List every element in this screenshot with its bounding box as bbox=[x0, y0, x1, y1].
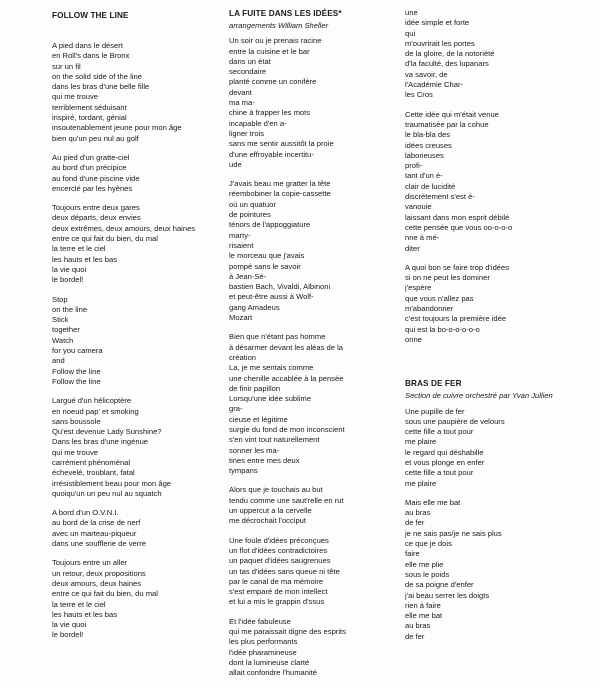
lyric-line: la vie quoi bbox=[52, 620, 87, 630]
lyric-line: sous une paupière de velours bbox=[405, 416, 505, 426]
lyric-line: elle me bat bbox=[405, 611, 443, 621]
lyric-line: Toujours entre deux gares bbox=[52, 203, 140, 213]
lyric-line: et peut-être aussi à Wolf- bbox=[229, 292, 314, 302]
lyric-line: Mais elle me bat bbox=[405, 497, 461, 507]
lyric-line: Follow the line bbox=[52, 376, 101, 386]
lyric-line: tines entre mes deux bbox=[229, 455, 300, 465]
lyric-line: me décrochait l'occiput bbox=[229, 516, 307, 526]
lyric-line: qui me paraissait digne des esprits bbox=[229, 627, 346, 637]
lyric-line: on the line bbox=[52, 304, 88, 314]
lyric-line: et vous plonge en enfer bbox=[405, 457, 485, 467]
lyric-line: j'ai beau serrer les doigts bbox=[405, 590, 490, 600]
lyric-line: réembobiner la copie-cassette bbox=[229, 189, 331, 199]
stanza bbox=[405, 407, 585, 489]
lyric-line: c'est toujours la première idée bbox=[405, 314, 507, 324]
lyric-line: le regard qui déshabille bbox=[405, 447, 484, 457]
lyric-line: de fer bbox=[405, 631, 425, 641]
lyric-line: deux extrêmes, deux amours, deux haines bbox=[52, 223, 196, 233]
lyric-line: incapable d'en a- bbox=[229, 118, 287, 128]
lyric-line: les hauts et les bas bbox=[52, 254, 118, 264]
lyric-line: A pied dans le désert bbox=[52, 41, 123, 50]
stanza bbox=[405, 8, 585, 101]
lyric-line: ma ma- bbox=[229, 98, 255, 108]
stanza bbox=[52, 41, 220, 144]
lyric-line: au fond d'une piscine vide bbox=[52, 173, 140, 183]
lyric-line: ténors de l'appoggiature bbox=[229, 220, 311, 230]
column-3 bbox=[405, 8, 585, 651]
lyric-line: de la gloire, de la notoriété bbox=[405, 49, 495, 59]
lyric-line: entre ce qui fait du bien, du mal bbox=[52, 234, 158, 244]
column-2 bbox=[229, 8, 399, 688]
lyric-line: me plaire bbox=[405, 478, 437, 488]
lyric-line: elle me plie bbox=[405, 559, 444, 569]
lyric-line: A bord d'un O.V.N.I. bbox=[52, 508, 119, 518]
lyric-line: entre la cuisine et le bar bbox=[229, 46, 310, 56]
lyric-line: sur un fil bbox=[52, 61, 81, 71]
lyric-line: encerclé par les hyènes bbox=[52, 183, 133, 193]
stanza bbox=[52, 508, 220, 549]
lyric-line: avec un marteau-piqueur bbox=[52, 528, 137, 538]
lyric-line: un tas d'idées sans queue ni tête bbox=[229, 566, 340, 576]
lyric-line: Une pupille de fer bbox=[405, 406, 465, 416]
lyric-line: l'Académie Char- bbox=[405, 80, 464, 90]
lyric-line: deux départs, deux envies bbox=[52, 213, 141, 223]
lyric-line: sonner les ma- bbox=[229, 445, 280, 455]
lyric-line: Stick bbox=[52, 315, 69, 325]
lyric-line: idées creuses bbox=[405, 140, 452, 150]
lyric-line: entre ce qui fait du bien, du mal bbox=[52, 589, 158, 599]
lyric-line: cette fille a tout pour bbox=[405, 468, 474, 478]
lyric-line: me plaire bbox=[405, 437, 437, 447]
lyric-line: au bras bbox=[405, 621, 431, 631]
lyric-line: création bbox=[229, 352, 257, 362]
lyric-line: dans les bras d'une belle fille bbox=[52, 82, 150, 92]
lyric-line: les hauts et les bas bbox=[52, 609, 118, 619]
stanza bbox=[405, 498, 585, 642]
lyric-line: rien à faire bbox=[405, 600, 441, 610]
lyric-line: si on ne peut les dominer bbox=[405, 273, 490, 283]
stanza bbox=[229, 179, 399, 323]
lyric-line: carrément phénoménal bbox=[52, 457, 131, 467]
song-title-bras-de-fer: BRAS DE FER bbox=[405, 379, 462, 389]
lyric-line: ude bbox=[229, 159, 242, 169]
lyric-line: sous le poids bbox=[405, 569, 450, 579]
lyric-line: par le canal de ma mémoire bbox=[229, 576, 324, 586]
lyric-line: le bordel! bbox=[52, 630, 84, 640]
lyric-line: que vous n'allez pas bbox=[405, 293, 474, 303]
lyric-line: devant bbox=[229, 87, 252, 97]
lyric-line: together bbox=[52, 325, 80, 335]
lyric-line: et lui a mis le grappin d'ssus bbox=[229, 597, 325, 607]
lyric-line: bien qu'un peu nul au golf bbox=[52, 133, 139, 143]
lyric-line: les plus performants bbox=[229, 637, 298, 647]
lyric-line: l'idée pharamineuse bbox=[229, 647, 297, 657]
lyric-line: le morceau que j'avais bbox=[229, 251, 305, 261]
lyric-line: Toujours entre un aller bbox=[52, 558, 128, 568]
lyric-line: à désarmer devant les aléas de la bbox=[229, 342, 343, 352]
lyric-line: le bla-bla des bbox=[405, 130, 451, 140]
lyric-line: pompé sans le savoir bbox=[229, 261, 301, 271]
lyric-line: surgie du fond de mon inconscient bbox=[229, 424, 345, 434]
lyric-line: en Roll's dans le Bronx bbox=[52, 51, 130, 61]
lyric-line: un paquet d'idées saugrenues bbox=[229, 556, 331, 566]
lyric-line: tympans bbox=[229, 466, 258, 476]
lyric-line: onne bbox=[405, 334, 422, 344]
lyric-line: cieuse et légitime bbox=[229, 414, 288, 424]
lyric-line: terriblement séduisant bbox=[52, 102, 127, 112]
lyric-line: Cette idée qui m'était venue bbox=[405, 109, 499, 119]
lyric-line: la vie quoi bbox=[52, 264, 87, 274]
lyric-line: risaient bbox=[229, 240, 254, 250]
lyric-line: où un quatuor bbox=[229, 199, 276, 209]
lyric-line: La, je me sentais comme bbox=[229, 363, 314, 373]
lyric-line: m'abandonner bbox=[405, 304, 454, 314]
lyric-line: gang Amadeus bbox=[229, 302, 280, 312]
lyric-line: de sa poigne d'enfer bbox=[405, 580, 474, 590]
lyric-line: va savoir, de bbox=[405, 69, 448, 79]
lyric-line: diter bbox=[405, 243, 420, 253]
lyric-line: qui me trouve bbox=[52, 92, 99, 102]
stanza bbox=[229, 536, 399, 608]
lyric-line: traumatisée par la cohue bbox=[405, 119, 489, 129]
lyric-line: qui est la bo-o-o-o-o-o bbox=[405, 324, 480, 334]
lyric-line: sans me sentir aussitôt la proie bbox=[229, 139, 334, 149]
lyric-line: un flot d'idées contradictoires bbox=[229, 545, 328, 555]
stanza bbox=[52, 295, 220, 388]
stanza bbox=[405, 263, 585, 345]
lyric-line: les Cros bbox=[405, 90, 433, 100]
lyric-line: le bordel! bbox=[52, 275, 84, 285]
lyric-line: Largué d'un hélicoptère bbox=[52, 396, 132, 406]
lyric-line: un retour, deux propositions bbox=[52, 568, 146, 578]
lyric-line: allait confondre l'humanité bbox=[229, 668, 317, 678]
stanza bbox=[229, 617, 399, 679]
lyric-line: de pointures bbox=[229, 210, 271, 220]
lyric-line: s'en vint tout naturellement bbox=[229, 435, 320, 445]
lyric-line: dans une soufflerie de verre bbox=[52, 539, 146, 549]
lyric-line: gra- bbox=[229, 404, 243, 414]
lyric-line: Dans les bras d'une ingénue bbox=[52, 437, 149, 447]
stanza bbox=[52, 203, 220, 285]
lyric-line: Bien que n'étant pas homme bbox=[229, 332, 326, 342]
lyric-line: une chenille accablée à la pensée bbox=[229, 373, 344, 383]
lyric-line: ce que je dois bbox=[405, 539, 452, 549]
lyric-line: d'la faculté, des lupanars bbox=[405, 59, 489, 69]
lyric-line: bastien Bach, Vivaldi, Albinoni bbox=[229, 282, 331, 292]
stanza bbox=[229, 332, 399, 476]
song-credit: Section de cuivre orchestré par Yvan Jullien bbox=[405, 391, 553, 401]
lyric-line: d'une effroyable incertitu- bbox=[229, 149, 314, 159]
lyric-line: une bbox=[405, 8, 418, 17]
lyric-line: Un soir ou je prenais racine bbox=[229, 36, 322, 46]
song-title-follow-the-line: FOLLOW THE LINE bbox=[52, 11, 129, 20]
lyric-line: cette pensée que vous oo-o-o-o bbox=[405, 222, 513, 232]
stanza bbox=[229, 485, 399, 526]
lyric-line: de finir papillon bbox=[229, 383, 281, 393]
lyric-line: j'espère bbox=[405, 283, 432, 293]
lyric-line: marty- bbox=[229, 230, 251, 240]
lyric-line: quoiqu'un un peu nul au squatch bbox=[52, 488, 162, 498]
stanza bbox=[52, 153, 220, 194]
lyric-line: à Jean-Sé- bbox=[229, 271, 267, 281]
lyric-line: for you camera bbox=[52, 346, 103, 356]
lyric-line: chine à frapper les mots bbox=[229, 108, 311, 118]
lyric-line: inspiré, tordant, génial bbox=[52, 113, 127, 123]
lyric-line: tendu comme une saut'relle en rut bbox=[229, 495, 344, 505]
lyric-line: la terre et le ciel bbox=[52, 599, 106, 609]
lyric-line: idée simple et forte bbox=[405, 18, 470, 28]
lyric-line: un uppercut a la cervelle bbox=[229, 506, 312, 516]
lyric-line: Mozart bbox=[229, 313, 253, 323]
lyric-line: vanouie bbox=[405, 202, 432, 212]
song-credit: arrangements William Sheller bbox=[229, 21, 329, 30]
lyric-line: Et l'idée fabuleuse bbox=[229, 616, 291, 626]
lyric-line: m'ouvrirait les portes bbox=[405, 38, 475, 48]
lyric-line: J'avais beau me gratter la tête bbox=[229, 179, 331, 189]
lyric-line: tant d'un é- bbox=[405, 171, 443, 181]
lyric-line: irrésistiblement beau pour mon âge bbox=[52, 478, 172, 488]
lyric-line: laborieuses bbox=[405, 150, 444, 160]
lyric-line: dans un état bbox=[229, 56, 271, 66]
lyric-line: faire bbox=[405, 549, 420, 559]
lyric-line: nne à mé- bbox=[405, 233, 440, 243]
lyric-line: and bbox=[52, 356, 65, 366]
lyric-line: on the solid side of the line bbox=[52, 71, 142, 81]
lyric-line: dont la lumineuse clarté bbox=[229, 657, 310, 667]
stanza bbox=[52, 396, 220, 499]
lyric-line: qui me trouve bbox=[52, 447, 99, 457]
lyric-line: Follow the line bbox=[52, 366, 101, 376]
lyric-line: insoutenablement jeune pour mon âge bbox=[52, 123, 182, 133]
lyric-line: laissant dans mon esprit débilé bbox=[405, 212, 510, 222]
lyric-line: A quoi bon se faire trop d'idées bbox=[405, 262, 510, 272]
lyric-line: Alors que je touchais au but bbox=[229, 485, 323, 495]
lyric-line: Une foule d'idées préconçues bbox=[229, 535, 329, 545]
lyric-line: Qu'est devenue Lady Sunshine? bbox=[52, 427, 162, 437]
lyric-line: de fer bbox=[405, 518, 425, 528]
lyric-line: Lorsqu'une idée sublime bbox=[229, 394, 312, 404]
lyric-line: au bord d'un précipice bbox=[52, 163, 127, 173]
lyric-line: en noeud pap' et smoking bbox=[52, 406, 139, 416]
lyric-line: deux amours, deux haines bbox=[52, 578, 142, 588]
stanza bbox=[229, 36, 399, 170]
lyric-line: je ne sais pas/je ne sais plus bbox=[405, 528, 502, 538]
lyric-line: au bras bbox=[405, 508, 431, 518]
lyric-line: au bord de la crise de nerf bbox=[52, 518, 141, 528]
stanza bbox=[405, 110, 585, 254]
lyric-line: planté comme un conifère bbox=[229, 77, 317, 87]
lyric-line: échevelé, troublant, fatal bbox=[52, 468, 135, 478]
lyric-line: ligner trois bbox=[229, 128, 265, 138]
lyric-line: Watch bbox=[52, 335, 74, 345]
lyric-line: clair de lucidité bbox=[405, 181, 456, 191]
lyric-line: s'est emparé de mon intellect bbox=[229, 587, 328, 597]
lyric-line: Au pied d'un gratte-ciel bbox=[52, 152, 130, 162]
lyric-line: cette fille a tout pour bbox=[405, 427, 474, 437]
lyric-line: secondaire bbox=[229, 67, 267, 77]
song-title-la-fuite-dans-les-idees: LA FUITE DANS LES IDÉES* bbox=[229, 9, 342, 18]
column-1 bbox=[52, 8, 220, 650]
lyric-line: Stop bbox=[52, 294, 68, 304]
lyric-line: sans boussole bbox=[52, 416, 101, 426]
lyric-line: profi- bbox=[405, 161, 423, 171]
lyric-line: la terre et le ciel bbox=[52, 244, 106, 254]
lyric-line: qui bbox=[405, 28, 416, 38]
lyric-line: discrètement s'est é- bbox=[405, 192, 475, 202]
